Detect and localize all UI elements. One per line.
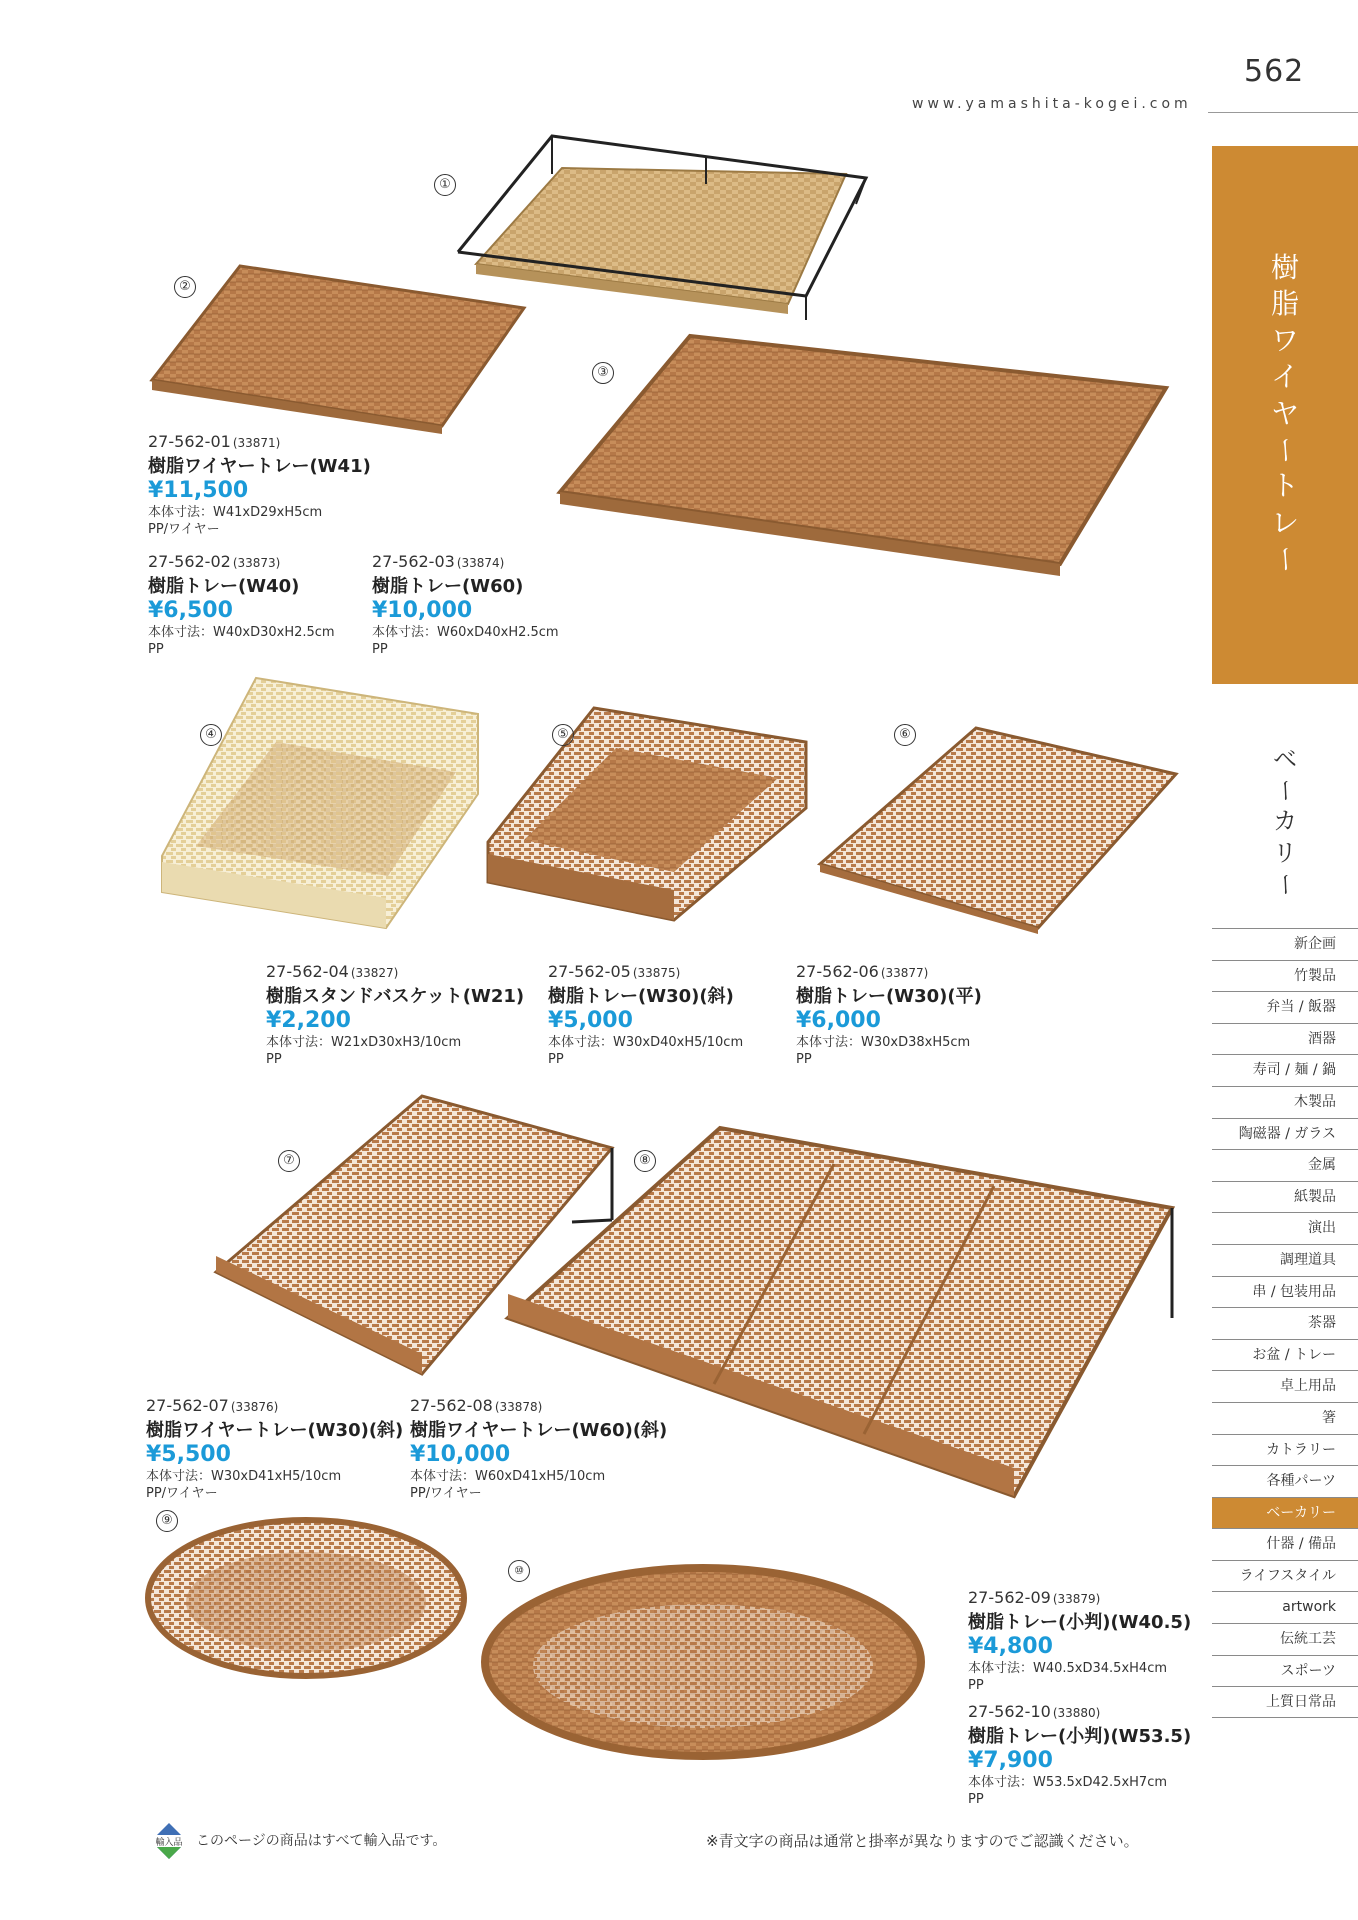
category-title-char: 樹 xyxy=(1270,251,1299,284)
product-info xyxy=(266,962,524,1068)
category-subtitle-char: ベ xyxy=(1273,745,1297,773)
side-nav-item[interactable]: 什器 / 備品 xyxy=(1212,1528,1358,1560)
category-subtitle xyxy=(1245,744,1325,900)
product-material: PP xyxy=(148,642,164,657)
category-title-char: ー xyxy=(1269,545,1303,574)
product-jan: (33879) xyxy=(1052,1592,1101,1606)
product-jan: (33876) xyxy=(230,1400,279,1414)
product-jan: (33874) xyxy=(456,556,505,570)
product-code: 27-562-05 (33875) xyxy=(548,962,681,981)
product-info xyxy=(148,432,371,538)
marker-5: ⑤ xyxy=(552,724,574,746)
product-info xyxy=(146,1396,403,1502)
product-spec: 本体寸法：W40xD30xH2.5cm xyxy=(148,625,335,640)
product-price: ¥10,000 xyxy=(410,1442,511,1467)
product-name: 樹脂トレー(小判)(W40.5) xyxy=(968,1612,1192,1633)
product-info xyxy=(372,552,559,658)
product-price: ¥4,800 xyxy=(968,1634,1053,1659)
product-spec: 本体寸法：W30xD38xH5cm xyxy=(796,1035,971,1050)
product-name: 樹脂トレー(W30)(平) xyxy=(796,986,982,1007)
side-nav-item[interactable]: 陶磁器 / ガラス xyxy=(1212,1118,1358,1150)
category-title-char: ー xyxy=(1269,436,1303,465)
product-code: 27-562-02 (33873) xyxy=(148,552,281,571)
product-image-3 xyxy=(556,332,1168,576)
product-name: 樹脂トレー(W30)(斜) xyxy=(548,986,734,1007)
category-title xyxy=(1245,250,1325,578)
product-code: 27-562-01 (33871) xyxy=(148,432,281,451)
product-name: 樹脂トレー(小判)(W53.5) xyxy=(968,1726,1192,1747)
side-nav-item[interactable]: 箸 xyxy=(1212,1402,1358,1434)
product-price: ¥2,200 xyxy=(266,1008,351,1033)
product-spec: 本体寸法：W30xD41xH5/10cm xyxy=(146,1469,342,1484)
product-price: ¥6,500 xyxy=(148,598,233,623)
product-spec: 本体寸法：W53.5xD42.5xH7cm xyxy=(968,1775,1167,1790)
product-info xyxy=(968,1702,1191,1808)
page-number: 562 xyxy=(1244,54,1305,89)
category-subtitle-char: ー xyxy=(1271,778,1300,803)
category-title-char: レ xyxy=(1270,505,1299,539)
product-spec: 本体寸法：W40.5xD34.5xH4cm xyxy=(968,1661,1167,1676)
side-nav-item[interactable]: ベーカリー xyxy=(1212,1497,1358,1529)
product-info xyxy=(796,962,982,1068)
side-nav-item[interactable]: 演出 xyxy=(1212,1212,1358,1244)
category-subtitle-char: カ xyxy=(1273,807,1297,836)
product-jan: (33880) xyxy=(1052,1706,1101,1720)
price-note: ※青文字の商品は通常と掛率が異なりますのでご認識ください。 xyxy=(706,1832,1139,1850)
product-material: PP/ワイヤー xyxy=(148,522,220,537)
product-jan: (33875) xyxy=(632,966,681,980)
product-image-2 xyxy=(146,262,526,434)
side-nav-item[interactable]: 伝統工芸 xyxy=(1212,1623,1358,1655)
side-nav-item[interactable]: artwork xyxy=(1212,1591,1358,1623)
side-nav-item[interactable]: 卓上用品 xyxy=(1212,1370,1358,1402)
product-material: PP/ワイヤー xyxy=(410,1486,482,1501)
side-nav-item[interactable]: 各種パーツ xyxy=(1212,1465,1358,1497)
side-nav-item[interactable]: お盆 / トレー xyxy=(1212,1339,1358,1371)
product-name: 樹脂スタンドバスケット(W21) xyxy=(266,986,525,1007)
side-nav-item[interactable]: 茶器 xyxy=(1212,1307,1358,1339)
marker-4: ④ xyxy=(200,724,222,746)
product-jan: (33871) xyxy=(232,436,281,450)
product-jan: (33878) xyxy=(494,1400,543,1414)
side-nav-item[interactable]: ライフスタイル xyxy=(1212,1560,1358,1592)
marker-6: ⑥ xyxy=(894,724,916,746)
import-badge-label: 輸入品 xyxy=(155,1838,183,1848)
marker-8: ⑧ xyxy=(634,1150,656,1172)
product-material: PP/ワイヤー xyxy=(146,1486,218,1501)
side-nav-item[interactable]: 竹製品 xyxy=(1212,960,1358,992)
product-code: 27-562-08 (33878) xyxy=(410,1396,543,1415)
product-info xyxy=(548,962,743,1068)
side-nav-item[interactable]: 調理道具 xyxy=(1212,1244,1358,1276)
product-code: 27-562-04 (33827) xyxy=(266,962,399,981)
category-title-char: ト xyxy=(1270,469,1299,503)
product-material: PP xyxy=(796,1052,812,1067)
website-url[interactable]: www.yamashita-kogei.com xyxy=(912,96,1192,112)
marker-7: ⑦ xyxy=(278,1150,300,1172)
page-number-rule xyxy=(1208,112,1358,113)
import-note: このページの商品はすべて輸入品です。 xyxy=(196,1833,447,1849)
product-material: PP xyxy=(968,1678,984,1693)
side-nav xyxy=(1212,928,1358,1718)
side-nav-item[interactable]: カトラリー xyxy=(1212,1434,1358,1466)
product-info xyxy=(410,1396,667,1502)
product-jan: (33877) xyxy=(880,966,929,980)
category-title-char: イ xyxy=(1270,360,1299,394)
side-nav-item[interactable]: 弁当 / 飯器 xyxy=(1212,991,1358,1023)
side-nav-item[interactable]: 寿司 / 麺 / 鍋 xyxy=(1212,1054,1358,1086)
marker-3: ③ xyxy=(592,362,614,384)
product-material: PP xyxy=(548,1052,564,1067)
side-nav-item[interactable]: スポーツ xyxy=(1212,1655,1358,1687)
side-nav-item[interactable]: 酒器 xyxy=(1212,1023,1358,1055)
product-code: 27-562-10 (33880) xyxy=(968,1702,1101,1721)
product-image-6 xyxy=(816,724,1180,934)
product-code: 27-562-09 (33879) xyxy=(968,1588,1101,1607)
side-nav-item[interactable]: 新企画 xyxy=(1212,928,1358,960)
product-material: PP xyxy=(266,1052,282,1067)
product-code: 27-562-07 (33876) xyxy=(146,1396,279,1415)
product-image-4 xyxy=(156,676,482,928)
side-nav-item[interactable]: 串 / 包装用品 xyxy=(1212,1276,1358,1308)
product-price: ¥5,500 xyxy=(146,1442,231,1467)
product-price: ¥6,000 xyxy=(796,1008,881,1033)
product-material: PP xyxy=(372,642,388,657)
product-code: 27-562-06 (33877) xyxy=(796,962,929,981)
product-code: 27-562-03 (33874) xyxy=(372,552,505,571)
product-name: 樹脂ワイヤートレー(W30)(斜) xyxy=(146,1420,404,1441)
product-image-5 xyxy=(484,704,810,920)
side-nav-item[interactable]: 木製品 xyxy=(1212,1086,1358,1118)
product-jan: (33827) xyxy=(350,966,399,980)
product-name: 樹脂ワイヤートレー(W60)(斜) xyxy=(410,1420,668,1441)
side-nav-item[interactable]: 紙製品 xyxy=(1212,1181,1358,1213)
product-spec: 本体寸法：W21xD30xH3/10cm xyxy=(266,1035,462,1050)
product-spec: 本体寸法：W60xD41xH5/10cm xyxy=(410,1469,606,1484)
product-spec: 本体寸法：W30xD40xH5/10cm xyxy=(548,1035,744,1050)
marker-2: ② xyxy=(174,276,196,298)
product-info xyxy=(968,1588,1191,1694)
category-title-char: 脂 xyxy=(1270,287,1299,321)
product-price: ¥10,000 xyxy=(372,598,473,623)
side-nav-item[interactable]: 金属 xyxy=(1212,1149,1358,1181)
product-image-9 xyxy=(144,1514,468,1682)
product-spec: 本体寸法：W60xD40xH2.5cm xyxy=(372,625,559,640)
product-name: 樹脂トレー(W40) xyxy=(148,576,300,597)
product-spec: 本体寸法：W41xD29xH5cm xyxy=(148,505,323,520)
category-title-char: ヤ xyxy=(1270,396,1299,430)
product-material: PP xyxy=(968,1792,984,1807)
product-price: ¥7,900 xyxy=(968,1748,1053,1773)
product-jan: (33873) xyxy=(232,556,281,570)
product-name: 樹脂ワイヤートレー(W41) xyxy=(148,456,371,477)
import-badge-icon xyxy=(150,1822,188,1860)
product-name: 樹脂トレー(W60) xyxy=(372,576,524,597)
product-price: ¥5,000 xyxy=(548,1008,633,1033)
marker-1: ① xyxy=(434,174,456,196)
category-subtitle-char: ー xyxy=(1271,872,1300,897)
product-image-10 xyxy=(480,1562,926,1762)
product-price: ¥11,500 xyxy=(148,478,249,503)
marker-9: ⑨ xyxy=(156,1510,178,1532)
category-subtitle-char: リ xyxy=(1273,838,1297,867)
side-nav-item[interactable]: 上質日常品 xyxy=(1212,1686,1358,1718)
marker-10: ⑩ xyxy=(508,1560,530,1582)
product-info xyxy=(148,552,335,658)
category-title-char: ワ xyxy=(1270,323,1299,357)
